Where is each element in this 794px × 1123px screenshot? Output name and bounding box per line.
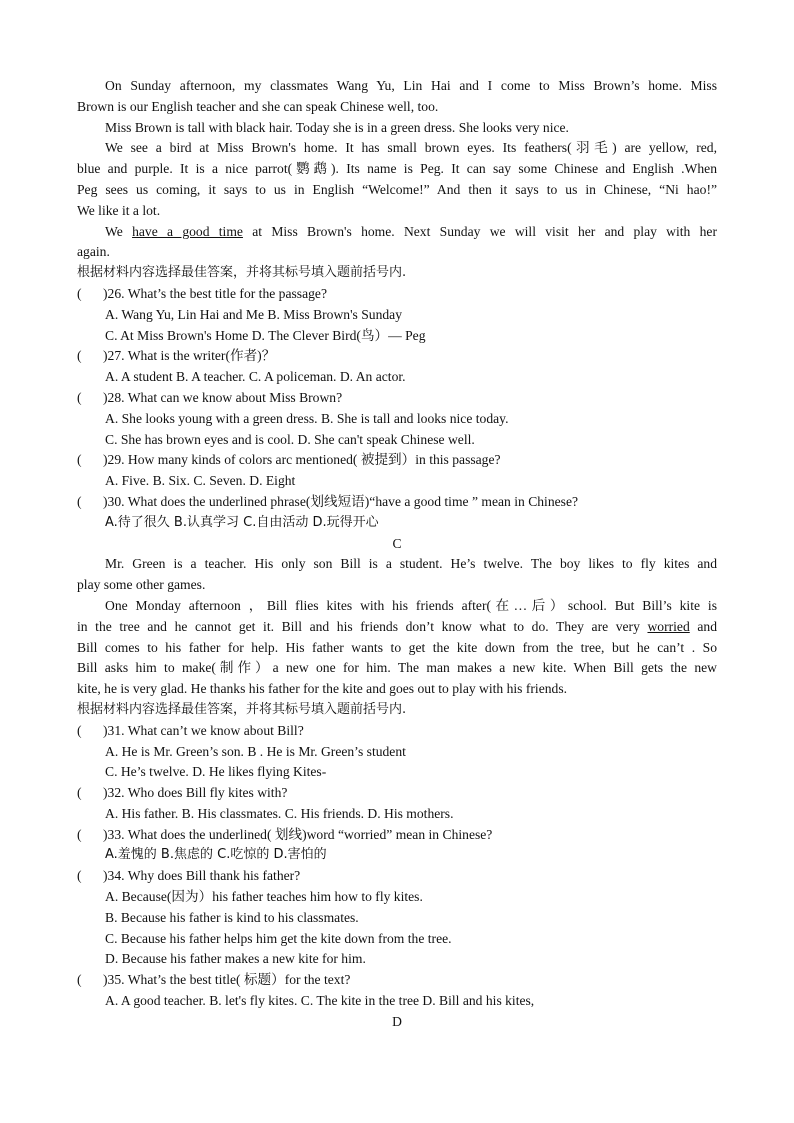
- answer-blank[interactable]: (: [77, 722, 82, 738]
- question-33: ( )33. What does the underlined( 划线)word “worried” mean in Chinese?: [77, 825, 717, 846]
- option-line: A. A student B. A teacher. C. A policeman. D. An actor.: [105, 369, 406, 385]
- answer-blank[interactable]: (: [77, 348, 82, 364]
- question-stem: What’s the best title( 标题）for the text?: [127, 972, 351, 988]
- text-run: in the tree and he cannot get it. Bill and his friends don’t know what to do. They are very: [77, 618, 648, 634]
- passage-b-line: Miss Brown is tall with black hair. Today she is in a green dress. She looks very nice.: [105, 119, 569, 135]
- answer-blank[interactable]: (: [77, 389, 82, 405]
- passage-c-line: [77, 617, 717, 638]
- passage-b-line: Peg sees us coming, it says to us in English “Welcome!” And then it says to us in Chinese, “Ni hao!”: [77, 181, 717, 197]
- option-line: C. Because his father helps him get the kite down from the tree.: [105, 930, 452, 946]
- answer-blank[interactable]: (: [77, 868, 82, 884]
- option-line: A. His father. B. His classmates. C. His friends. D. His mothers.: [105, 805, 454, 821]
- section-heading-d: D: [392, 1013, 402, 1029]
- question-number: 32: [107, 785, 122, 801]
- instruction-text: 根据材料内容选择最佳答案，并将其标号填入题前括号内.: [77, 265, 407, 281]
- question-close-paren: ): [103, 493, 108, 509]
- question-stem: What’s the best title for the passage?: [127, 285, 327, 301]
- passage-c-line: Mr. Green is a teacher. His only son Bill is a student. He’s twelve. The boy likes to fly kites and: [105, 556, 717, 572]
- question-close-paren: ): [103, 389, 108, 405]
- question-close-paren: ): [103, 868, 108, 884]
- question-number: 27: [107, 348, 122, 364]
- question-number: 33: [107, 826, 122, 842]
- question-close-paren: ): [103, 826, 108, 842]
- option-line: C. He’s twelve. D. He likes flying Kites-: [105, 764, 327, 780]
- exam-page: [77, 76, 717, 1033]
- question-stem: What can’t we know about Bill?: [127, 722, 304, 738]
- option-line: A.羞愧的 B.焦虑的 C.吃惊的 D.害怕的: [105, 847, 327, 863]
- option-line: A. She looks young with a green dress. B. She is tall and looks nice today.: [105, 410, 509, 426]
- answer-blank[interactable]: (: [77, 826, 82, 842]
- question-30: ( )30. What does the underlined phrase(划线短语)“have a good time ” mean in Chinese?: [77, 492, 717, 513]
- question-close-paren: ): [103, 722, 108, 738]
- text-run: and: [689, 618, 717, 634]
- option-line: C. At Miss Brown's Home D. The Clever Bird(鸟）— Peg: [105, 327, 426, 343]
- question-26: ( )26. What’s the best title for the passage?: [77, 284, 717, 305]
- question-number: 28: [107, 389, 122, 405]
- question-35: ( )35. What’s the best title( 标题）for the text?: [77, 970, 717, 991]
- instruction-text: 根据材料内容选择最佳答案，并将其标号填入题前括号内.: [77, 701, 407, 717]
- answer-blank[interactable]: (: [77, 452, 82, 468]
- answer-blank[interactable]: (: [77, 493, 82, 509]
- passage-c-line: One Monday afternoon ，Bill flies kites with his friends after(在…后）school. But Bill’s kite is: [105, 597, 717, 613]
- question-number: 30: [107, 493, 122, 509]
- question-number: 35: [107, 972, 122, 988]
- passage-b-line: We see a bird at Miss Brown's home. It has small brown eyes. Its feathers(羽毛) are yellow, red,: [105, 140, 717, 156]
- option-line: C. She has brown eyes and is cool. D. She can't speak Chinese well.: [105, 431, 475, 447]
- question-stem: Who does Bill fly kites with?: [127, 785, 288, 801]
- answer-blank[interactable]: (: [77, 972, 82, 988]
- question-stem: What does the underlined( 划线)word “worried” mean in Chinese?: [127, 826, 493, 842]
- passage-c-line: Bill comes to his father for help. His father wants to get the kite down from the tree, but he can’t . So: [77, 639, 717, 655]
- option-line: A.待了很久 B.认真学习 C.自由活动 D.玩得开心: [105, 514, 379, 530]
- section-heading-c: C: [392, 535, 402, 551]
- passage-b-line: blue and purple. It is a nice parrot(鹦鹉). Its name is Peg. It can say some Chinese and English .When: [77, 161, 717, 177]
- passage-b-line: On Sunday afternoon, my classmates Wang Yu, Lin Hai and I come to Miss Brown’s home. Miss: [105, 78, 717, 93]
- question-number: 31: [107, 722, 122, 738]
- question-number: 34: [107, 868, 122, 884]
- question-stem: How many kinds of colors arc mentioned( 被提到）in this passage?: [127, 452, 501, 468]
- question-number: 26: [107, 285, 122, 301]
- question-31: ( )31. What can’t we know about Bill?: [77, 721, 717, 742]
- question-28: ( )28. What can we know about Miss Brown?: [77, 388, 717, 409]
- passage-b-line: Brown is our English teacher and she can speak Chinese well, too.: [77, 98, 439, 114]
- question-close-paren: ): [103, 972, 108, 988]
- question-close-paren: ): [103, 348, 108, 364]
- text-run: We: [105, 223, 133, 239]
- question-34: ( )34. Why does Bill thank his father?: [77, 866, 717, 887]
- passage-b-line: again.: [77, 244, 110, 260]
- option-line: A. Because(因为）his father teaches him how to fly kites.: [105, 889, 423, 905]
- passage-c-line: Bill asks him to make(制作）a new one for him. The man makes a new kite. When Bill gets the new: [77, 660, 717, 676]
- option-line: A. Five. B. Six. C. Seven. D. Eight: [105, 473, 296, 489]
- passage-b-line: We like it a lot.: [77, 202, 161, 218]
- underlined-word: worried: [647, 618, 690, 634]
- question-close-paren: ): [103, 452, 108, 468]
- question-29: ( )29. How many kinds of colors arc mentioned( 被提到）in this passage?: [77, 450, 717, 471]
- question-stem: What is the writer(作者)？: [127, 348, 276, 364]
- question-stem: What does the underlined phrase(划线短语)“have a good time ” mean in Chinese?: [127, 493, 579, 509]
- answer-blank[interactable]: (: [77, 285, 82, 301]
- question-stem: What can we know about Miss Brown?: [127, 389, 343, 405]
- passage-c-line: play some other games.: [77, 577, 206, 593]
- option-line: A. A good teacher. B. let's fly kites. C. The kite in the tree D. Bill and his kites,: [105, 993, 535, 1009]
- question-close-paren: ): [103, 785, 108, 801]
- option-line: A. Wang Yu, Lin Hai and Me B. Miss Brown's Sunday: [105, 306, 403, 322]
- question-27: ( )27. What is the writer(作者)？: [77, 346, 717, 367]
- text-run: at Miss Brown's home. Next Sunday we will visit her and play with her: [242, 223, 717, 239]
- question-number: 29: [107, 452, 122, 468]
- question-close-paren: ): [103, 285, 108, 301]
- option-line: D. Because his father makes a new kite for him.: [105, 951, 366, 967]
- option-line: A. He is Mr. Green’s son. B . He is Mr. Green’s student: [105, 743, 406, 759]
- passage-c-line: kite, he is very glad. He thanks his father for the kite and goes out to play with his friends.: [77, 681, 568, 697]
- answer-blank[interactable]: (: [77, 785, 82, 801]
- passage-b-line: [77, 222, 717, 243]
- question-stem: Why does Bill thank his father?: [127, 868, 301, 884]
- option-line: B. Because his father is kind to his classmates.: [105, 909, 359, 925]
- underlined-phrase: have a good time: [132, 223, 243, 239]
- question-32: ( )32. Who does Bill fly kites with?: [77, 783, 717, 804]
